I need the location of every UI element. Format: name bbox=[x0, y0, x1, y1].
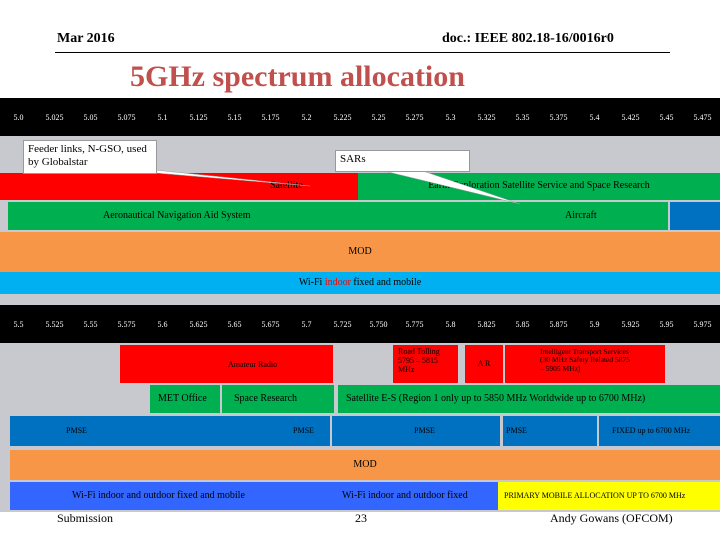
band-met-office bbox=[150, 385, 220, 413]
frequency-tick: 5.875 bbox=[540, 305, 576, 343]
frequency-tick: 5.275 bbox=[396, 98, 432, 136]
label-pmse-3: PMSE bbox=[414, 426, 435, 435]
band-wifi-lower-right bbox=[333, 482, 498, 510]
band-its: Intelligent Transport Services (30 MHz Safety Related 5875 – 5905 MHz) bbox=[505, 345, 665, 383]
label-space-research: Space Research bbox=[234, 393, 298, 404]
label-satellite-es: Satellite E-S (Region 1 only up to 5850 MHz Worldwide up to 6700 MHz) bbox=[346, 393, 646, 404]
header-date: Mar 2016 bbox=[57, 31, 115, 46]
frequency-tick: 5.225 bbox=[324, 98, 360, 136]
band-road-tolling: Road Tolling 5795 – 5815 MHz bbox=[393, 345, 458, 383]
frequency-tick: 5.8 bbox=[432, 305, 468, 343]
frequency-tick: 5.4 bbox=[576, 98, 612, 136]
header-rule bbox=[55, 52, 670, 53]
frequency-tick: 5.3 bbox=[432, 98, 468, 136]
band-wifi-upper bbox=[0, 272, 720, 294]
frequency-tick: 5.7 bbox=[288, 305, 324, 343]
frequency-tick: 5.45 bbox=[648, 98, 684, 136]
frequency-tick: 5.15 bbox=[216, 98, 252, 136]
frequency-tick: 5.725 bbox=[324, 305, 360, 343]
slide-title: 5GHz spectrum allocation bbox=[130, 60, 465, 93]
frequency-tick: 5.775 bbox=[396, 305, 432, 343]
label-wifi-lower-right: Wi-Fi indoor and outdoor fixed bbox=[342, 490, 468, 501]
frequency-tick: 5.375 bbox=[540, 98, 576, 136]
band-amateur-radio bbox=[120, 345, 333, 383]
frequency-axis-upper bbox=[0, 98, 720, 136]
footer-page-number: 23 bbox=[355, 511, 367, 525]
frequency-tick: 5.425 bbox=[612, 98, 648, 136]
label-mod-lower: MOD bbox=[353, 458, 377, 470]
frequency-tick: 5.55 bbox=[72, 305, 108, 343]
band-ar bbox=[465, 345, 503, 383]
label-satellite: Satellite bbox=[270, 180, 303, 191]
frequency-tick: 5.25 bbox=[360, 98, 396, 136]
frequency-tick: 5.625 bbox=[180, 305, 216, 343]
label-aircraft: Aircraft bbox=[565, 210, 597, 221]
callout-feeder-links: Feeder links, N-GSO, used by Globalstar bbox=[23, 140, 157, 174]
label-earth-exploration: Earth Exploration Satellite Service and Space Research bbox=[428, 180, 650, 192]
label-mod-upper: MOD bbox=[348, 245, 372, 257]
frequency-axis-lower bbox=[0, 305, 720, 343]
frequency-tick: 5.65 bbox=[216, 305, 252, 343]
band-space-research bbox=[222, 385, 334, 413]
frequency-tick: 5.575 bbox=[108, 305, 144, 343]
callout-sars: SARs bbox=[335, 150, 470, 172]
label-wifi-upper: Wi-Fi indoor fixed and mobile bbox=[298, 276, 422, 288]
label-amateur-radio: Amateur Radio bbox=[228, 360, 278, 369]
frequency-tick: 5.1 bbox=[144, 98, 180, 136]
label-pmse-4: PMSE bbox=[506, 426, 527, 435]
frequency-tick: 5.0 bbox=[0, 98, 36, 136]
band-satellite-es bbox=[338, 385, 720, 413]
frequency-tick: 5.925 bbox=[612, 305, 648, 343]
band-mod-upper bbox=[0, 232, 720, 272]
frequency-tick: 5.5 bbox=[0, 305, 36, 343]
label-met-office: MET Office bbox=[158, 393, 207, 404]
frequency-tick: 5.750 bbox=[360, 305, 396, 343]
label-fixed: FIXED up to 6700 MHz bbox=[612, 426, 691, 435]
band-wifi-lower-left bbox=[10, 482, 333, 510]
band-pmse-4 bbox=[503, 416, 597, 446]
frequency-tick: 5.05 bbox=[72, 98, 108, 136]
label-pmse-1: PMSE bbox=[66, 426, 87, 435]
frequency-tick: 5.6 bbox=[144, 305, 180, 343]
frequency-tick: 5.85 bbox=[504, 305, 540, 343]
frequency-tick: 5.175 bbox=[252, 98, 288, 136]
label-wifi-lower-left: Wi-Fi indoor and outdoor fixed and mobile bbox=[72, 490, 245, 501]
frequency-tick: 5.675 bbox=[252, 305, 288, 343]
frequency-tick: 5.9 bbox=[576, 305, 612, 343]
footer-submission: Submission bbox=[57, 511, 114, 525]
frequency-tick: 5.2 bbox=[288, 98, 324, 136]
frequency-tick: 5.025 bbox=[36, 98, 72, 136]
frequency-tick: 5.35 bbox=[504, 98, 540, 136]
frequency-tick: 5.95 bbox=[648, 305, 684, 343]
frequency-tick: 5.125 bbox=[180, 98, 216, 136]
footer-author: Andy Gowans (OFCOM) bbox=[550, 511, 673, 525]
label-ar: A R bbox=[477, 358, 491, 368]
band-pmse-3 bbox=[332, 416, 500, 446]
label-primary-mobile: PRIMARY MOBILE ALLOCATION UP TO 6700 MHz bbox=[504, 491, 686, 500]
frequency-tick: 5.475 bbox=[684, 98, 720, 136]
band-fixed bbox=[599, 416, 720, 446]
frequency-tick: 5.525 bbox=[36, 305, 72, 343]
frequency-tick: 5.975 bbox=[684, 305, 720, 343]
frequency-tick: 5.325 bbox=[468, 98, 504, 136]
band-primary-mobile bbox=[498, 482, 720, 510]
label-aero-nav: Aeronautical Navigation Aid System bbox=[103, 210, 251, 221]
header-doc-id: doc.: IEEE 802.18-16/0016r0 bbox=[442, 31, 614, 46]
band-mod-lower bbox=[10, 450, 720, 480]
frequency-tick: 5.825 bbox=[468, 305, 504, 343]
band-pmse-1 bbox=[10, 416, 330, 446]
frequency-tick: 5.075 bbox=[108, 98, 144, 136]
label-pmse-2: PMSE bbox=[293, 426, 314, 435]
